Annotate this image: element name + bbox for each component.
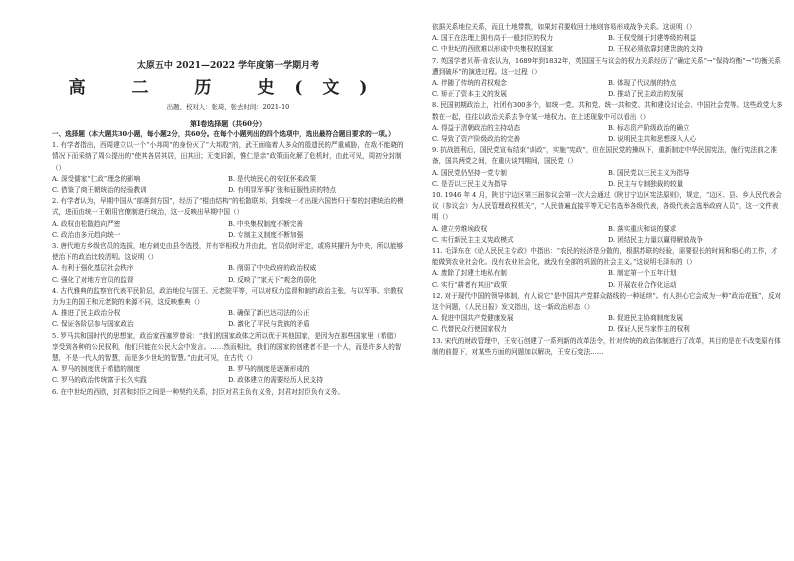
question xyxy=(432,336,784,358)
option-row xyxy=(432,324,784,335)
answer-option: A. 罗马的制度优于希腊的制度 xyxy=(52,365,141,374)
question xyxy=(432,100,784,145)
option-row xyxy=(432,89,784,100)
answer-option: A. 推进了民主政治分权 xyxy=(52,309,121,318)
answer-option: C. 代替民众行使国家权力 xyxy=(432,325,507,334)
option-row xyxy=(432,44,784,55)
answer-option: A. 促进中国共产党健康发展 xyxy=(432,314,514,323)
answer-option: C. 实行新民主主义宪政模式 xyxy=(432,235,514,244)
subject-heading: 高 二 历 史(文) xyxy=(68,78,388,98)
answer-option: D. 有明显军事扩张和征服性质的特点 xyxy=(228,186,337,195)
section-title: 第Ⅰ卷选择题（共60分） xyxy=(189,119,266,128)
option-row xyxy=(432,134,784,145)
question-stem: 1. 有学者指出，西周建立以一个“小邦周”的身份灭了“大邦殷”的，武王面临着人多众的殷遗民的严重威胁，在敌不能晓的情况下而采纳了周公提出的“使其各居其居，田其田；无变旧新，惟仁是亲”政策而化解了危机时，由此可见，周初分封制（） xyxy=(52,141,404,172)
question xyxy=(432,246,784,291)
right-column xyxy=(432,22,784,358)
answer-option: A. 建立劳维埃政权 xyxy=(432,224,488,233)
question xyxy=(432,22,784,56)
question-stem: 6. 在中世纪的西欧，封君和封臣之间是一种契约关系，封臣对君主负有义务，封君对封臣负有义务。 xyxy=(52,387,344,396)
answer-option: A. 有利于强化基层社会秩序 xyxy=(52,264,134,273)
answer-option: C. 罗马的政治传统富于长久实践 xyxy=(52,376,147,385)
answer-option: D. 团结民主力量以赢得解放战争 xyxy=(608,235,703,244)
answer-option: D. 保证人民当家作主的权利 xyxy=(608,325,690,334)
answer-option: C. 借鉴了商王朝统治的经验教训 xyxy=(52,186,147,195)
answer-option: D. 民主与专制独裁的较量 xyxy=(608,179,684,188)
answer-option: C. 政治由多元趋向统一 xyxy=(52,230,121,239)
option-row xyxy=(52,308,404,319)
option-row xyxy=(432,179,784,190)
answer-option: A. 深受儒家“仁政”理念的影响 xyxy=(52,174,141,183)
answer-option: D. 王权必须依靠封建贵族的支持 xyxy=(608,45,703,54)
left-column xyxy=(52,22,404,398)
question xyxy=(52,331,404,387)
question-stem: 7. 英国学者贝蒂·肯农认为，1689年到1832年，英国国王与议会的权力关系经历了“确定关系”→“保持均衡”→“均衡关系遭到破坏”的演进过程。这一过程（） xyxy=(432,56,781,76)
question-stem: 2. 有学者认为，早期中国从“部落到方国”，经历了“棍由结构”的松散联邦，到秦统一才出现六国皆归于秦的封建统治的模式，进而由统一王朝用官僚制进行统治，这一反映出早期中国（） xyxy=(52,197,404,217)
answer-option: B. 罗马的制度是逐渐形成的 xyxy=(228,365,310,374)
question-stem: 5. 罗马共和国时代的思想家，政治家西塞罗曾说：“我们的国家政体之所以优于其他国家，是因为在那些国家里（希腊）享受到各种的公民权利，他们只能在公民大会中发言。……然而相比，我们的国家的创建者不是一个人，而是许多人的智慧，不是一代人的智慧，而是多少世纪的智慧。”由此可见，在古代（） xyxy=(52,331,402,363)
question xyxy=(52,140,404,196)
option-row xyxy=(52,230,404,241)
question xyxy=(52,241,404,286)
option-row xyxy=(52,219,404,230)
answer-option: A. 得益于清朝政治的主持动态 xyxy=(432,123,521,132)
answer-option: B. 确保了新巴达司法的公正 xyxy=(228,309,310,318)
question-stem: 3. 唐代地方乡级官员的选拔，地方刺史由县令选授，并有宰相权力并由此，官员依时评定，或将其擢升为中央，所以能够使治下的政治比较清明。这说明（） xyxy=(52,242,404,262)
question xyxy=(432,145,784,190)
answer-option: C. 是否以三民主义为指导 xyxy=(432,179,507,188)
option-row xyxy=(432,33,784,44)
question xyxy=(432,56,784,101)
question-stem: 10. 1946 年 4 月，陕甘宁边区第三届参议会第一次大会通过《陕甘宁边区宪法原则》，规定，“边区、县、乡人民代表会议（参议会）为人民管理政权机关”，“人民普遍直接平等无记名选举各级代表，各级代表会选举政府人员”，这一文件表明（） xyxy=(432,191,782,222)
option-row xyxy=(432,280,784,291)
option-row xyxy=(432,224,784,235)
answer-option: B. 是代统民心的安抚怀柔政策 xyxy=(228,174,317,183)
question xyxy=(52,387,404,398)
answer-option: B. 促进民主协商制度发展 xyxy=(608,314,683,323)
answer-option: A. 伴随了传统的君权观念 xyxy=(432,79,507,88)
option-row xyxy=(432,235,784,246)
answer-option: D. 推动了民主政治的发展 xyxy=(608,90,684,99)
question-stem: 9. 抗战胜利后，国民党宣布结束“训政”，实施“宪政”，但在国民党的操纵下，重新制定中华民国宪法，施行宪法前之准备，国共两党之间，在重庆谈判期间，国民党（） xyxy=(432,146,777,166)
answer-option: A. 国民党仍坚持一党专制 xyxy=(432,168,507,177)
option-row xyxy=(52,174,404,185)
question xyxy=(52,286,404,331)
right-question-list xyxy=(432,22,784,358)
question-stem: 4. 古代雅典的监察官代表平民阶层，政治地位与国王、元老院平等，可以对权力监督和制约政治主张，与以军事、宗教权力为主的国王和元老院的来源不同，这反映雅典（） xyxy=(52,286,404,307)
answer-option: C. 保证各阶层参与国家政治 xyxy=(52,320,134,329)
option-row xyxy=(432,168,784,179)
option-row xyxy=(52,364,404,375)
question xyxy=(52,196,404,241)
answer-option: C. 实行“耕者有其田”政策 xyxy=(432,280,508,289)
option-row xyxy=(52,263,404,274)
question-stem: 13. 宋代的财政管理中，王安石创建了一系列新的改革法令，针对传统的政治体制进行了改革，其目的是在不改变原有体制的前提下，对某些方面的问题加以解决，王安石变法…… xyxy=(432,336,781,356)
answer-option: B. 体现了代议制的特点 xyxy=(608,79,677,88)
question-stem: 11. 毛泽东在《论人民民主专政》中指出：“农民的经济是分散的，根据苏联的经验，需要很长的时间和细心的工作，才能做到农业社会化。没有农业社会化，就没有全部的巩固的社会主义。”这说明毛泽东的（） xyxy=(432,247,778,267)
option-row xyxy=(432,78,784,89)
option-row xyxy=(52,275,404,286)
answer-option: B. 中央集权制度不断完善 xyxy=(228,219,303,228)
question-stem: 12. 对于现代中国的领导体制，有人说它“是中国共产党群众路线的一种延续”。有人担心它会成为一种“政治花瓶”，反对这个问题，《人民日报》发文指出，这一新政治形态（） xyxy=(432,291,782,312)
section-instruction: 一、选择题（本大题共30小题，每小题2分，共60分。在每个小题列出的四个选项中，选出最符合题目要求的一项。） xyxy=(52,130,395,138)
answer-option: B. 王权受制于封建等级的利益 xyxy=(608,34,697,43)
answer-option: A. 废除了封建土地私有制 xyxy=(432,269,507,278)
answer-option: C. 矫正了资本主义的发展 xyxy=(432,90,507,99)
option-row xyxy=(52,185,404,196)
option-row xyxy=(52,319,404,330)
option-row xyxy=(52,375,404,386)
option-row xyxy=(432,313,784,324)
answer-option: C. 中世纪的西欧难以形成中央集权的国家 xyxy=(432,45,554,54)
question-stem: 8. 民国初期政治上，社团有300多个，如统一党、共和党、统一共和党、共和建设讨论会、中国社会党等。这些政党大多数在一起，往往以政治关系去争夺某一地权力。在上述现象中可以看出（） xyxy=(432,101,783,121)
answer-option: A. 政权由松散趋向严密 xyxy=(52,219,121,228)
option-row xyxy=(432,268,784,279)
answer-option: B. 削弱了中央政府的政治权威 xyxy=(228,264,317,273)
answer-option: A. 国王在法理上拥有高于一般封臣的权力 xyxy=(432,34,554,43)
question-stem: 依据关系地位关系，而且土地带数，如果封君要收回土地则容易形成战争关系。这说明（） xyxy=(432,23,696,31)
answer-option: C. 强化了对地方官员的监督 xyxy=(52,275,134,284)
answer-option: C. 导致了资产阶级政治的完善 xyxy=(432,135,521,144)
answer-option: D. 反映了“家天下”观念的弱化 xyxy=(228,275,317,284)
answer-option: D. 专制主义制度不断加强 xyxy=(228,230,304,239)
answer-option: D. 政体建立的需要经历人民支持 xyxy=(228,376,323,385)
option-row xyxy=(432,123,784,134)
answer-option: B. 标志资产阶级政治的确立 xyxy=(608,123,690,132)
answer-option: B. 制定第一个五年计划 xyxy=(608,269,677,278)
answer-option: D. 开展农业合作化运动 xyxy=(608,280,677,289)
answer-option: B. 落实重庆和谈的要求 xyxy=(608,224,677,233)
exam-title: 太原五中 2021—2022 学年度第一学期月考 xyxy=(136,61,320,71)
answer-option: D. 说明民主共和思想深入人心 xyxy=(608,135,697,144)
question xyxy=(432,291,784,336)
left-question-list xyxy=(52,140,404,398)
answer-option: D. 激化了平民与贵族的矛盾 xyxy=(228,320,310,329)
author-line: 出题、校对人：张琦、张去时间：2021-10 xyxy=(166,103,290,111)
question xyxy=(432,190,784,246)
answer-option: B. 国民党以三民主义为指导 xyxy=(608,168,690,177)
